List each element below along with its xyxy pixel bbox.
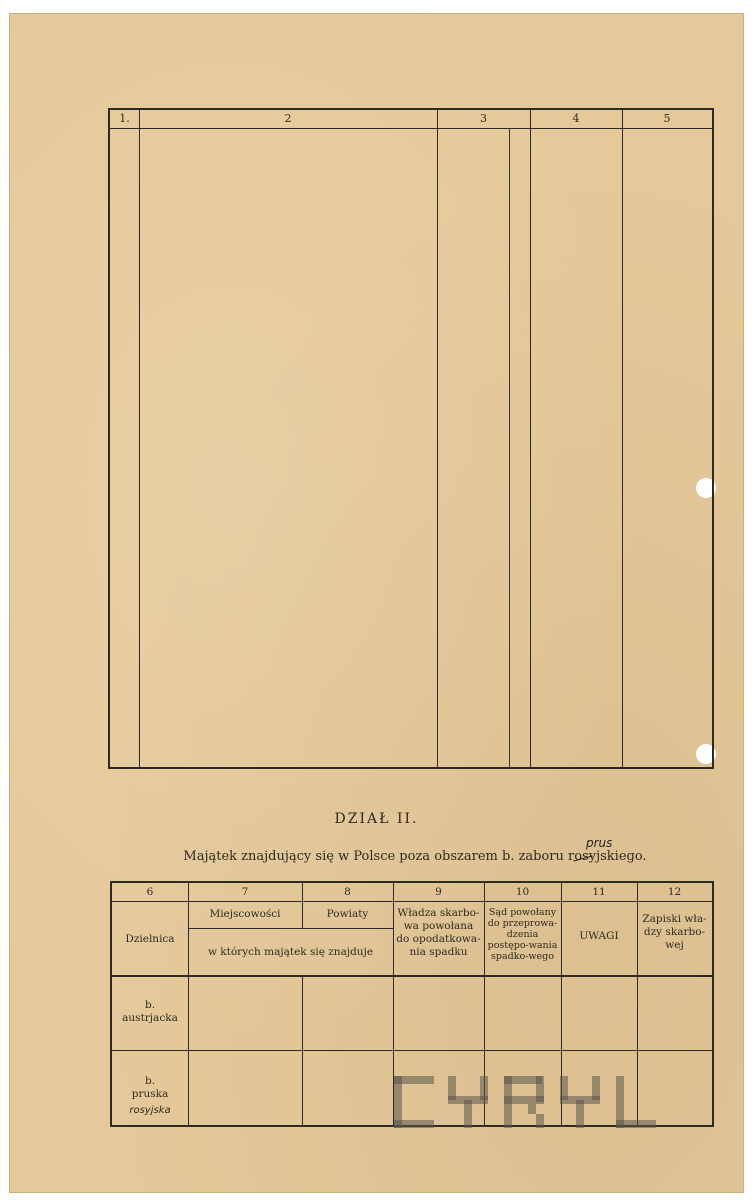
- upper-col-divider: [530, 110, 531, 767]
- row-label-prefix: b.: [144, 999, 156, 1011]
- lower-col-number: 10: [515, 886, 530, 898]
- handwritten-correction: prus: [586, 836, 613, 850]
- upper-col-subdivider: [509, 128, 510, 767]
- upper-col-divider: [437, 110, 438, 767]
- header-uwagi: UWAGI: [579, 930, 619, 942]
- lower-col-number: 11: [592, 886, 606, 898]
- upper-col-number: 2: [284, 112, 292, 125]
- lower-col-number: 6: [146, 886, 154, 898]
- lower-header-bottom-rule: [112, 975, 712, 977]
- header-miejscowosci: Miejscowości: [209, 908, 281, 920]
- upper-col-number: 5: [663, 112, 671, 125]
- lower-col-divider: [302, 975, 303, 1125]
- header-wladza-skarbowa: Władza skarbo-wa powołana do opodatkowa-nia spadku: [396, 907, 481, 958]
- row-label-austrjacka: austrjacka: [122, 1012, 178, 1024]
- upper-col-number: 4: [572, 112, 580, 125]
- upper-col-divider: [139, 110, 140, 767]
- lower-col-number: 7: [241, 886, 249, 898]
- watermark-logo: [390, 1074, 686, 1130]
- lower-col-number: 8: [344, 886, 351, 898]
- header-w-ktorych: w których majątek się znajduje: [207, 946, 374, 958]
- header-zapiski: Zapiski wła-dzy skarbo-wej: [642, 913, 707, 951]
- lower-col-number: 9: [435, 886, 442, 898]
- row-label-prefix: b.: [144, 1075, 156, 1087]
- header-sad: Sąd powołany do przeprowa-dzenia postępo-wania spadko-wego: [487, 907, 558, 962]
- section-title: DZIAŁ II.: [334, 811, 419, 827]
- section-subtitle: Majątek znajdujący się w Polsce poza obszarem b. zaboru rosyjskiego.: [183, 849, 647, 864]
- header-dzielnica: Dzielnica: [125, 933, 175, 945]
- lower-header-rule: [112, 901, 712, 902]
- lower-subheader-rule: [188, 928, 393, 929]
- upper-col-number: 1.: [119, 112, 130, 125]
- lower-row-rule: [112, 1050, 712, 1051]
- header-powiaty: Powiaty: [326, 908, 369, 920]
- row-handwritten-note: rosyjska: [129, 1105, 171, 1116]
- row-label-pruska: pruska: [131, 1088, 169, 1100]
- lower-col-number: 12: [667, 886, 682, 898]
- upper-table: [108, 108, 714, 769]
- upper-col-divider: [622, 110, 623, 767]
- upper-col-number: 3: [480, 112, 487, 125]
